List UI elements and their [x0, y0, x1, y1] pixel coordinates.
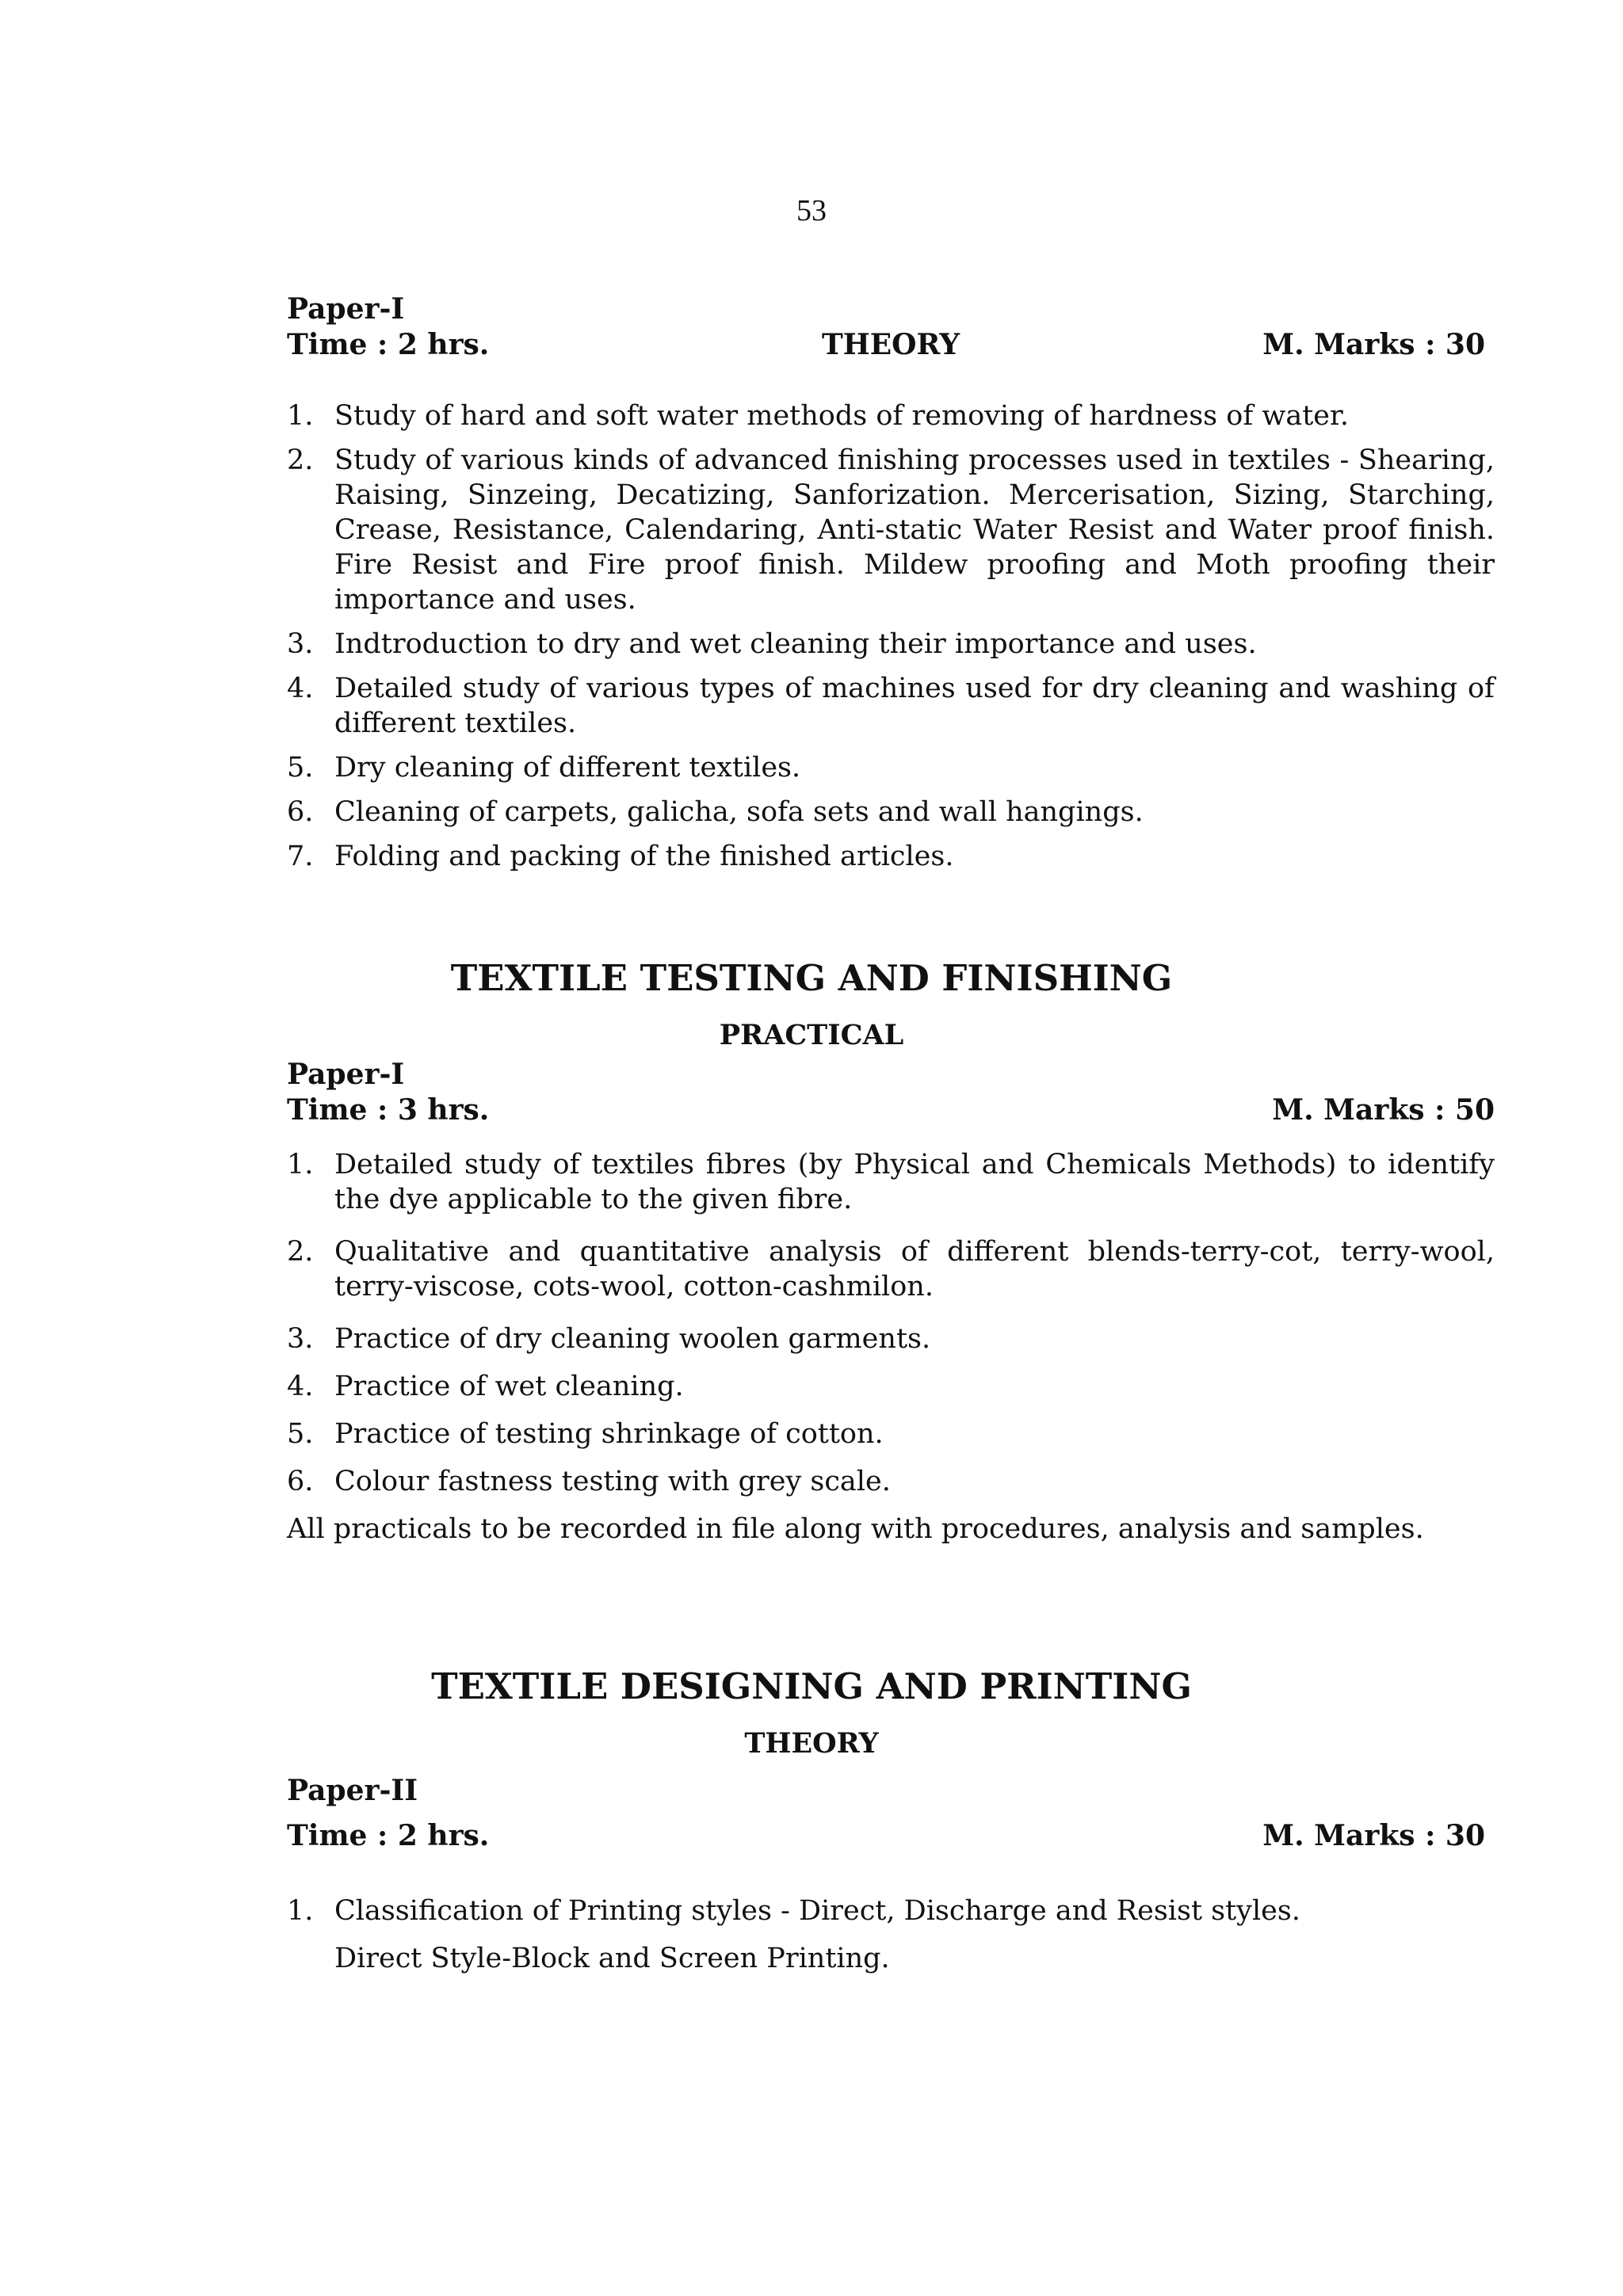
- list-item: 1. Classification of Printing styles - Direct, Discharge and Resist styles.: [287, 1895, 1300, 1927]
- list-item: 1. Detailed study of textiles fibres (by Physical and Chemicals Methods) to identify the dye applicable to the given fibre.: [287, 1149, 1495, 1215]
- section-subtitle: THEORY: [744, 1727, 879, 1760]
- list-item: 2. Study of various kinds of advanced finishing processes used in textiles - Shearing, Raising, Sinzeing, Decatizing, Sanforization. Mercerisation, Sizing, Starching, Crease, Resistance, Calendaring, Anti-static Water Resist and Water proof finish. Fire Resist and Fire proof finish. Mildew proofing and Moth proofing their importance and uses.: [287, 444, 1495, 616]
- list-item: 6. Cleaning of carpets, galicha, sofa sets and wall hangings.: [287, 796, 1144, 828]
- theory-label: THEORY: [821, 328, 960, 361]
- list-item: 7. Folding and packing of the finished articles.: [287, 841, 954, 872]
- list-item: 6. Colour fastness testing with grey scale.: [287, 1466, 891, 1497]
- paper-label: Paper-I: [287, 292, 405, 326]
- practical-paper-i-block: [287, 1057, 1495, 1128]
- list-item: 4. Detailed study of various types of machines used for dry cleaning and washing of different textiles.: [287, 673, 1495, 739]
- list-item: 1. Study of hard and soft water methods of removing of hardness of water.: [287, 400, 1350, 432]
- list-item: 5. Practice of testing shrinkage of cotton.: [287, 1418, 884, 1450]
- paper-meta-row: [287, 1092, 1495, 1128]
- marks-label: M. Marks : 30: [1262, 1819, 1485, 1852]
- theory-paper-i-list: [287, 399, 1495, 874]
- paper-meta-row: [287, 326, 1495, 363]
- theory-paper-ii-block: [287, 1773, 1495, 1854]
- list-item: 3. Practice of dry cleaning woolen garments.: [287, 1323, 931, 1355]
- list-item: 4. Practice of wet cleaning.: [287, 1371, 684, 1402]
- marks-label: M. Marks : 30: [1262, 328, 1485, 361]
- practical-note: All practicals to be recorded in file along with procedures, analysis and samples.: [287, 1513, 1424, 1545]
- paper-label: Paper-II: [287, 1774, 418, 1807]
- paper-meta-row: [287, 1817, 1495, 1854]
- time-label: Time : 2 hrs.: [287, 1819, 490, 1852]
- list-item: 5. Dry cleaning of different textiles.: [287, 752, 801, 784]
- list-item: 3. Indtroduction to dry and wet cleaning their importance and uses.: [287, 628, 1257, 660]
- paper-label: Paper-I: [287, 1058, 405, 1091]
- list-item: 2. Qualitative and quantitative analysis of different blends-terry-cot, terry-wool, terry-viscose, cots-wool, cotton-cashmilon.: [287, 1236, 1495, 1302]
- page-number: 53: [796, 194, 827, 227]
- section-subtitle: PRACTICAL: [719, 1019, 904, 1051]
- section-title: TEXTILE DESIGNING AND PRINTING: [431, 1665, 1192, 1707]
- marks-label: M. Marks : 50: [1272, 1093, 1495, 1127]
- time-label: Time : 3 hrs.: [287, 1093, 490, 1127]
- time-label: Time : 2 hrs.: [287, 328, 490, 361]
- list-item-continuation: Direct Style-Block and Screen Printing.: [334, 1943, 890, 1974]
- theory-paper-i-block: [287, 292, 1495, 363]
- section-title: TEXTILE TESTING AND FINISHING: [450, 957, 1173, 999]
- practical-paper-i-list: [287, 1147, 1495, 1547]
- theory-paper-ii-list: [287, 1894, 1495, 1976]
